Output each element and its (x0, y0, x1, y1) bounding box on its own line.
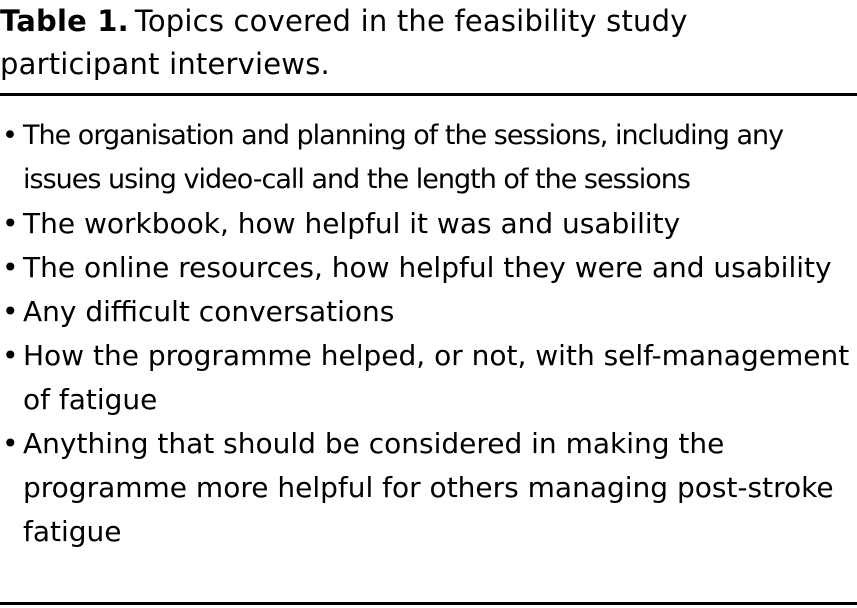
list-item (0, 114, 857, 202)
list-item-text: Any difficult conversations (23, 295, 395, 328)
bullet-icon: • (2, 339, 19, 372)
bullet-icon: • (2, 207, 19, 240)
table-caption (0, 0, 850, 86)
table-title: Topics covered in the feasibility study participant interviews. (0, 4, 688, 81)
list-item (0, 290, 857, 334)
bullet-icon: • (2, 295, 19, 328)
list-item-text: The online resources, how helpful they were and usability (23, 251, 832, 284)
list-item-text: How the programme helped, or not, with self-management of fatigue (23, 339, 850, 416)
list-item (0, 422, 857, 554)
bullet-icon: • (2, 427, 19, 460)
table-label: Table 1. (0, 4, 129, 38)
list-item-text: The organisation and planning of the sessions, including any issues using video-call and the length of the sessions (23, 120, 784, 195)
bullet-icon: • (2, 120, 17, 151)
list-item (0, 202, 857, 246)
list-item-text: Anything that should be considered in making the programme more helpful for others managing post-stroke fatigue (23, 427, 834, 548)
bullet-icon: • (2, 251, 19, 284)
list-item-text: The workbook, how helpful it was and usability (23, 207, 681, 240)
topics-list (0, 114, 857, 554)
list-item (0, 246, 857, 290)
list-item (0, 334, 857, 422)
table-top-rule (0, 93, 857, 96)
table-bottom-rule (0, 602, 857, 605)
